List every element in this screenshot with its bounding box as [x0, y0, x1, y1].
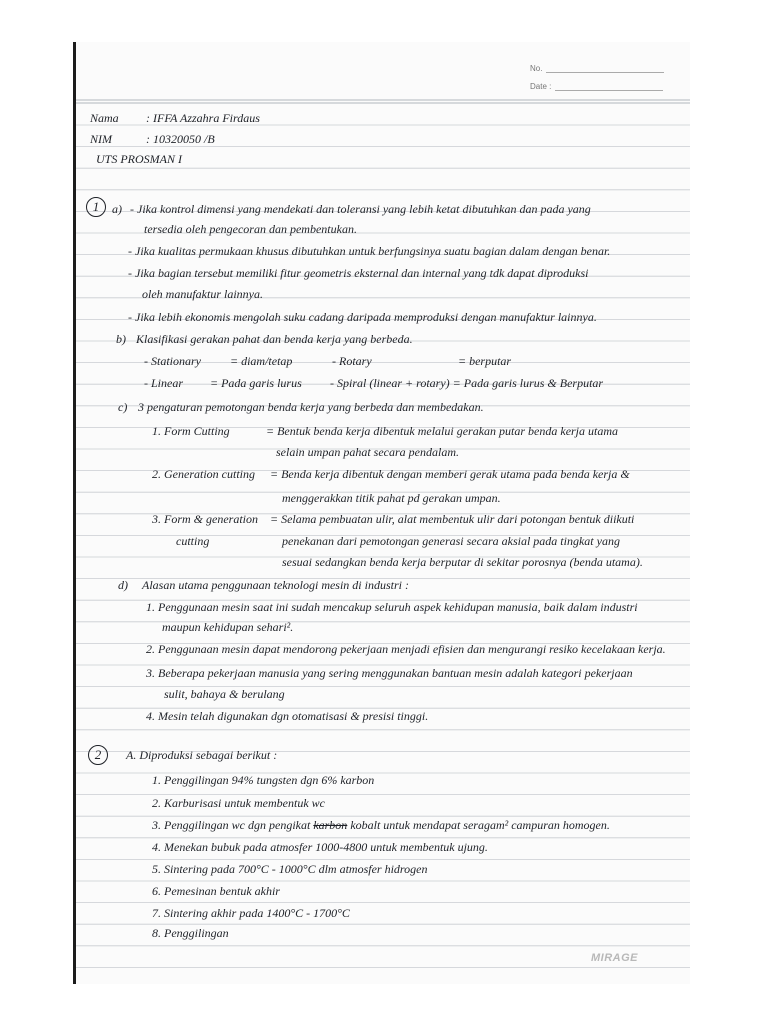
q1-a3-text: - Jika bagian tersebut memiliki fitur geometris eksternal dan internal yang tdk dapat diproduksi — [128, 266, 589, 280]
question-1-number: 1 — [86, 197, 106, 217]
mirage-logo: MIRAGE — [591, 952, 638, 964]
q1-c2-term: 2. Generation cutting — [152, 467, 255, 481]
q1-c1-term: 1. Form Cutting — [152, 424, 230, 438]
notebook-page — [73, 42, 690, 984]
question-2-number: 2 — [88, 745, 108, 765]
q1-b-stationary-desc: = diam/tetap — [230, 354, 293, 368]
nim-label: NIM — [90, 132, 112, 146]
q1-b-linear-desc: = Pada garis lurus — [210, 376, 302, 390]
q1-d-label: d) — [118, 578, 128, 592]
q1-b-stationary: - Stationary — [144, 354, 201, 368]
q1-c2-desc: = Benda kerja dibentuk dengan memberi gerak utama pada benda kerja & — [270, 467, 630, 481]
no-label: No. — [530, 64, 543, 73]
q2-step-6-text: 6. Pemesinan bentuk akhir — [152, 884, 280, 898]
q1-d3-text: 3. Beberapa pekerjaan manusia yang sering menggunakan bantuan mesin adalah kategori pekerjaan — [146, 666, 633, 680]
q1-a1-text-cont: tersedia oleh pengecoran dan pembentukan. — [144, 222, 357, 236]
q2-a-title: A. Diproduksi sebagai berikut : — [126, 748, 278, 762]
q2-step-4-text: 4. Menekan bubuk pada atmosfer 1000-4800 untuk membentuk ujung. — [152, 840, 488, 854]
q2-step-3-strikethrough: karbon — [313, 818, 348, 832]
q1-d1-text-cont: maupun kehidupan sehari². — [162, 620, 294, 634]
q1-c-label: c) — [118, 400, 128, 414]
q1-d4-text: 4. Mesin telah digunakan dgn otomatisasi & presisi tinggi. — [146, 709, 429, 723]
q1-c3-desc-cont2: sesuai sedangkan benda kerja berputar di sekitar porosnya (benda utama). — [282, 555, 643, 569]
date-field — [530, 82, 663, 91]
q1-c1-desc-cont: selain umpan pahat secara pendalam. — [276, 445, 459, 459]
q2-step-8-text: 8. Penggilingan — [152, 926, 229, 940]
name-label: Nama — [90, 111, 119, 125]
q2-step-7-text: 7. Sintering akhir pada 1400°C - 1700°C — [152, 906, 350, 920]
nim-value: : 10320050 /B — [146, 132, 215, 146]
q1-a-label: a) — [112, 202, 122, 216]
q1-b-rotary-desc: = berputar — [458, 354, 512, 368]
q1-c1-desc: = Bentuk benda kerja dibentuk melalui gerakan putar benda kerja utama — [266, 424, 619, 438]
q1-a4-text: - Jika lebih ekonomis mengolah suku cadang daripada memproduksi dengan manufaktur lainnya. — [128, 310, 597, 324]
q1-b-linear: - Linear — [144, 376, 183, 390]
q1-c2-desc-cont: menggerakkan titik pahat pd gerakan umpan. — [282, 491, 501, 505]
q2-step-5-text: 5. Sintering pada 700°C - 1000°C dlm atmosfer hidrogen — [152, 862, 428, 876]
q1-c3-desc-cont: penekanan dari pemotongan generasi secara aksial pada tingkat yang — [282, 534, 620, 548]
q2-step-3-part1: 3. Penggilingan wc dgn pengikat — [152, 818, 311, 832]
q1-a1-text: - Jika kontrol dimensi yang mendekati dan toleransi yang lebih ketat dibutuhkan dan pada yang — [130, 202, 591, 216]
q1-a3-text-cont: oleh manufaktur lainnya. — [142, 287, 263, 301]
q1-c3-term-cont: cutting — [176, 534, 210, 548]
subject-title: UTS PROSMAN I — [96, 152, 182, 166]
q1-c-title: 3 pengaturan pemotongan benda kerja yang berbeda dan membedakan. — [138, 400, 484, 414]
q1-a2-text: - Jika kualitas permukaan khusus dibutuhkan untuk berfungsinya suatu bagian dalam dengan benar. — [128, 244, 611, 258]
q1-d-title: Alasan utama penggunaan teknologi mesin di industri : — [142, 578, 409, 592]
name-value: : IFFA Azzahra Firdaus — [146, 111, 260, 125]
q2-step-2-text: 2. Karburisasi untuk membentuk wc — [152, 796, 325, 810]
q1-b-spiral: - Spiral (linear + rotary) = Pada garis lurus & Berputar — [330, 376, 604, 390]
q1-d3-text-cont: sulit, bahaya & berulang — [164, 687, 285, 701]
q1-d1-text: 1. Penggunaan mesin saat ini sudah mencakup seluruh aspek kehidupan manusia, baik dalam industri — [146, 600, 638, 614]
q1-b-rotary: - Rotary — [332, 354, 372, 368]
q2-step-1-text: 1. Penggilingan 94% tungsten dgn 6% karbon — [152, 773, 375, 787]
q1-c3-desc: = Selama pembuatan ulir, alat membentuk ulir dari potongan bentuk diikuti — [270, 512, 635, 526]
q2-step-3-part2: kobalt untuk mendapat seragam² campuran homogen. — [350, 818, 610, 832]
q2-step-3-text — [152, 818, 610, 832]
date-label: Date : — [530, 82, 552, 91]
q1-b-label: b) — [116, 332, 126, 346]
q1-d2-text: 2. Penggunaan mesin dapat mendorong pekerjaan menjadi efisien dan mengurangi resiko kecelakaan kerja. — [146, 642, 666, 656]
q1-c3-term: 3. Form & generation — [152, 512, 258, 526]
q1-b-title: Klasifikasi gerakan pahat dan benda kerja yang berbeda. — [136, 332, 413, 346]
no-field — [530, 64, 664, 73]
